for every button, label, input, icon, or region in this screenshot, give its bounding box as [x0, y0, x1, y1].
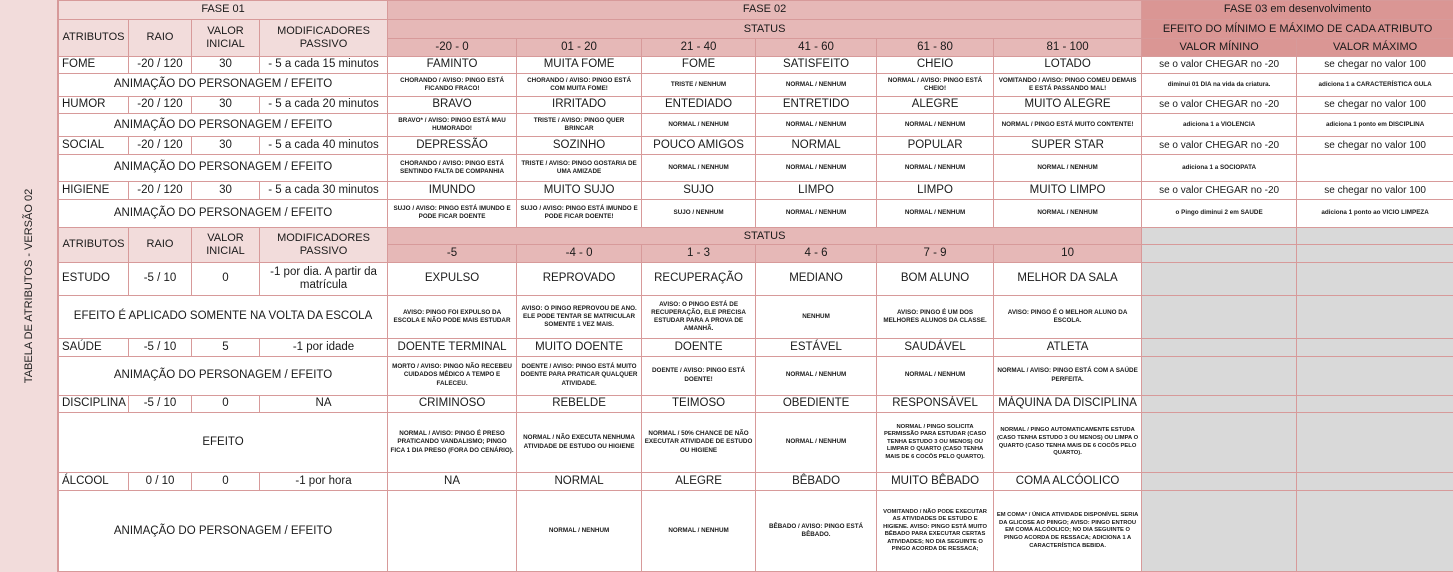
attr-inicial: 30 [192, 137, 260, 155]
effect-max-cell [1297, 154, 1453, 182]
effect-cell: NORMAL / NENHUM [517, 491, 642, 572]
attr-raio: -5 / 10 [129, 262, 192, 295]
attr-raio: -5 / 10 [129, 395, 192, 413]
row-social-effects [59, 154, 1453, 182]
effect-max-cell: adiciona 1 a CARACTERÍSTICA GULA [1297, 74, 1453, 97]
status-cell: POPULAR [877, 137, 994, 155]
effect-cell: NORMAL / NENHUM [642, 491, 756, 572]
range-cell: -4 - 0 [517, 245, 642, 263]
anim-label: ANIMAÇÃO DO PERSONAGEM / EFEITO [59, 114, 388, 137]
attr-raio: -20 / 120 [129, 182, 192, 200]
range-cell: -5 [388, 245, 517, 263]
attr-name: FOME [59, 56, 129, 74]
effect-label: EFEITO [59, 413, 388, 473]
status-cell: MUITA FOME [517, 56, 642, 74]
status-cell: OBEDIENTE [756, 395, 877, 413]
effect-cell: CHORANDO / AVISO: PINGO ESTÁ SENTINDO FALTA DE COMPANHIA [388, 154, 517, 182]
effect-cell: AVISO: PINGO FOI EXPULSO DA ESCOLA E NÃO PODE MAIS ESTUDAR [388, 295, 517, 338]
attr-raio: -20 / 120 [129, 96, 192, 114]
range-cell: 4 - 6 [756, 245, 877, 263]
effect-cell: NORMAL / NENHUM [756, 413, 877, 473]
status-header: STATUS [388, 227, 1142, 245]
effect-cell: NORMAL / NENHUM [877, 199, 994, 227]
effect-cell: SUJO / AVISO: PINGO ESTÁ IMUNDO E PODE FICAR DOENTE! [517, 199, 642, 227]
effect-cell: VOMITANDO / NÃO PODE EXECUTAR AS ATIVIDADES DE ESTUDO E HIGIENE. AVISO: PINGO ESTÁ MUITO BÊBADO PARA EXECUTAR CERTAS ATIVIDADES; NO DIA SEGUINTE O PINGO ACORDA DE RESSACA; [877, 491, 994, 572]
col-modificadores: MODIFICADORES PASSIVO [260, 227, 388, 262]
effect-cell: NORMAL / NENHUM [756, 199, 877, 227]
status-cell: FAMINTO [388, 56, 517, 74]
row-humor [59, 96, 1453, 114]
max-cell: se chegar no valor 100 [1297, 96, 1453, 114]
status-cell: IRRITADO [517, 96, 642, 114]
status-cell: DOENTE [642, 338, 756, 356]
max-cell: se chegar no valor 100 [1297, 137, 1453, 155]
anim-label: ANIMAÇÃO DO PERSONAGEM / EFEITO [59, 74, 388, 97]
attr-name: ESTUDO [59, 262, 129, 295]
effect-cell: CHORANDO / AVISO: PINGO ESTÁ COM MUITA FOME! [517, 74, 642, 97]
row-social [59, 137, 1453, 155]
effect-cell [388, 491, 517, 572]
effect-cell: DOENTE / AVISO: PINGO ESTÁ DOENTE! [642, 356, 756, 395]
attr-mod: - 5 a cada 40 minutos [260, 137, 388, 155]
row-humor-effects [59, 114, 1453, 137]
effect-cell: NORMAL / AVISO: PINGO É PRESO PRATICANDO VANDALISMO; PINGO FICA 1 DIA PRESO (FORA DO CENÁRIO). [388, 413, 517, 473]
gray-cell [1297, 356, 1453, 395]
gray-cell [1142, 395, 1297, 413]
effect-min-cell: adiciona 1 a SOCIOPATA [1142, 154, 1297, 182]
effect-cell: DOENTE / AVISO: PINGO ESTÁ MUITO DOENTE PARA PRATICAR QUALQUER ATIVIDADE. [517, 356, 642, 395]
anim-label: ANIMAÇÃO DO PERSONAGEM / EFEITO [59, 356, 388, 395]
col-atributos: ATRIBUTOS [59, 227, 129, 262]
status-cell: SATISFEITO [756, 56, 877, 74]
effect-cell: NORMAL / NENHUM [994, 154, 1142, 182]
anim-label: ANIMAÇÃO DO PERSONAGEM / EFEITO [59, 154, 388, 182]
gray-cell [1142, 245, 1297, 263]
side-title: TABELA DE ATRIBUTOS - VERSÃO 02 [22, 188, 35, 384]
range-cell: 10 [994, 245, 1142, 263]
status-cell: REPROVADO [517, 262, 642, 295]
gray-cell [1297, 395, 1453, 413]
effect-cell: NORMAL / NENHUM [877, 154, 994, 182]
gray-cell [1297, 262, 1453, 295]
gray-cell [1297, 338, 1453, 356]
fase03-subheader: EFEITO DO MÍNIMO E MÁXIMO DE CADA ATRIBUTO [1142, 19, 1453, 39]
effect-max-cell: adiciona 1 ponto em DISCIPLINA [1297, 114, 1453, 137]
status-cell: TEIMOSO [642, 395, 756, 413]
gray-cell [1297, 413, 1453, 473]
status-cell: MEDIANO [756, 262, 877, 295]
status-cell: MUITO BÊBADO [877, 472, 994, 491]
status-cell: POUCO AMIGOS [642, 137, 756, 155]
status-cell: NA [388, 472, 517, 491]
attr-name: SAÚDE [59, 338, 129, 356]
attr-raio: -20 / 120 [129, 137, 192, 155]
status-cell: COMA ALCÓOLICO [994, 472, 1142, 491]
min-cell: se o valor CHEGAR no -20 [1142, 96, 1297, 114]
effect-cell: CHORANDO / AVISO: PINGO ESTÁ FICANDO FRACO! [388, 74, 517, 97]
gray-cell [1142, 491, 1297, 572]
effect-cell: TRISTE / NENHUM [642, 74, 756, 97]
attr-mod: -1 por idade [260, 338, 388, 356]
gray-cell [1297, 245, 1453, 263]
status-cell: DEPRESSÃO [388, 137, 517, 155]
min-cell: se o valor CHEGAR no -20 [1142, 137, 1297, 155]
gray-cell [1142, 227, 1297, 245]
effect-max-cell: adiciona 1 ponto ao VICIO LIMPEZA [1297, 199, 1453, 227]
status-cell: CHEIO [877, 56, 994, 74]
attr-name: HUMOR [59, 96, 129, 114]
attr-inicial: 0 [192, 395, 260, 413]
range-cell: 61 - 80 [877, 39, 994, 57]
effect-cell: TRISTE / AVISO: PINGO GOSTARIA DE UMA AMIZADE [517, 154, 642, 182]
status-cell: NORMAL [756, 137, 877, 155]
anim-label: ANIMAÇÃO DO PERSONAGEM / EFEITO [59, 199, 388, 227]
status-cell: ESTÁVEL [756, 338, 877, 356]
gray-cell [1297, 295, 1453, 338]
status-cell: IMUNDO [388, 182, 517, 200]
effect-cell: NORMAL / AVISO: PINGO ESTÁ CHEIO! [877, 74, 994, 97]
effect-cell: NORMAL / NENHUM [642, 114, 756, 137]
effect-cell: EM COMA* / ÚNICA ATIVIDADE DISPONÍVEL SERIA DA GLICOSE AO PIINGO; AVISO: PINGO ENTROU EM COMA ALCÓOLICO; NO DIA SEGUINTE O PINGO ACORDA DE RESSACA; ADICIONA 1 A CARACTERÍSTICA BEBIDA. [994, 491, 1142, 572]
effect-cell: NORMAL / NENHUM [756, 356, 877, 395]
status-cell: ATLETA [994, 338, 1142, 356]
attr-inicial: 5 [192, 338, 260, 356]
status-cell: SUPER STAR [994, 137, 1142, 155]
status-cell: RESPONSÁVEL [877, 395, 994, 413]
attr-name: DISCIPLINA [59, 395, 129, 413]
effect-cell: NORMAL / 50% CHANCE DE NÃO EXECUTAR ATIVIDADE DE ESTUDO OU HIGIENE [642, 413, 756, 473]
effect-cell: NORMAL / NENHUM [642, 154, 756, 182]
attr-name: HIGIENE [59, 182, 129, 200]
col-valor-maximo: VALOR MÁXIMO [1297, 39, 1453, 57]
row-disciplina [59, 395, 1453, 413]
gray-cell [1142, 262, 1297, 295]
status-cell: BRAVO [388, 96, 517, 114]
range-cell: 01 - 20 [517, 39, 642, 57]
attribute-table [58, 0, 1453, 572]
col-modificadores: MODIFICADORES PASSIVO [260, 19, 388, 56]
row-alcool-effects [59, 491, 1453, 572]
effect-cell: NORMAL / NENHUM [994, 199, 1142, 227]
effect-cell: NORMAL / AVISO: PINGO ESTÁ COM A SAÚDE PERFEITA. [994, 356, 1142, 395]
effect-cell: NORMAL / NENHUM [756, 154, 877, 182]
attr-raio: 0 / 10 [129, 472, 192, 491]
attr-name: SOCIAL [59, 137, 129, 155]
attr-mod: -1 por dia. A partir da matrícula [260, 262, 388, 295]
attr-inicial: 0 [192, 262, 260, 295]
status-cell: REBELDE [517, 395, 642, 413]
range-cell: 41 - 60 [756, 39, 877, 57]
row-estudo [59, 262, 1453, 295]
status-cell: FOME [642, 56, 756, 74]
status-cell: MUITO ALEGRE [994, 96, 1142, 114]
effect-cell: NORMAL / NENHUM [756, 74, 877, 97]
gray-cell [1142, 295, 1297, 338]
status-header: STATUS [388, 19, 1142, 39]
effect-cell: AVISO: PINGO É O MELHOR ALUNO DA ESCOLA. [994, 295, 1142, 338]
attr-inicial: 30 [192, 56, 260, 74]
side-title-cell [0, 0, 58, 572]
effect-cell: BRAVO* / AVISO: PINGO ESTÁ MAU HUMORADO! [388, 114, 517, 137]
attr-raio: -20 / 120 [129, 56, 192, 74]
row-higiene [59, 182, 1453, 200]
range-cell: 81 - 100 [994, 39, 1142, 57]
effect-cell: NENHUM [756, 295, 877, 338]
gray-cell [1297, 491, 1453, 572]
status-cell: ENTEDIADO [642, 96, 756, 114]
status-cell: ALEGRE [642, 472, 756, 491]
row-alcool [59, 472, 1453, 491]
col-raio: RAIO [129, 227, 192, 262]
status-cell: MUITO SUJO [517, 182, 642, 200]
attr-mod: - 5 a cada 15 minutos [260, 56, 388, 74]
col-raio: RAIO [129, 19, 192, 56]
effect-min-cell: adiciona 1 a VIOLENCIA [1142, 114, 1297, 137]
row-saude [59, 338, 1453, 356]
gray-cell [1297, 227, 1453, 245]
attr-inicial: 30 [192, 96, 260, 114]
attr-mod: - 5 a cada 30 minutos [260, 182, 388, 200]
status-cell: RECUPERAÇÃO [642, 262, 756, 295]
effect-cell: SUJO / AVISO: PINGO ESTÁ IMUNDO E PODE FICAR DOENTE [388, 199, 517, 227]
range-cell: 7 - 9 [877, 245, 994, 263]
effect-cell: NORMAL / PINGO SOLICITA PERMISSÃO PARA ESTUDAR (CASO TENHA ESTUDO 3 OU MENOS) OU LIMPAR O QUARTO (CASO TENHA MAIS DE 6 COCÔS PELO QUARTO). [877, 413, 994, 473]
status-cell: SUJO [642, 182, 756, 200]
status-cell: NORMAL [517, 472, 642, 491]
effect-cell: AVISO: O PINGO REPROVOU DE ANO. ELE PODE TENTAR SE MATRICULAR SOMENTE 1 VEZ MAIS. [517, 295, 642, 338]
attr-mod: - 5 a cada 20 minutos [260, 96, 388, 114]
effect-label: EFEITO É APLICADO SOMENTE NA VOLTA DA ESCOLA [59, 295, 388, 338]
status-cell: BÊBADO [756, 472, 877, 491]
gray-cell [1142, 356, 1297, 395]
effect-cell: SUJO / NENHUM [642, 199, 756, 227]
effect-cell: VOMITANDO / AVISO: PINGO COMEU DEMAIS E ESTÁ PASSANDO MAL! [994, 74, 1142, 97]
effect-cell: AVISO: O PINGO ESTÁ DE RECUPERAÇÃO, ELE PRECISA ESTUDAR PARA A PROVA DE AMANHÃ. [642, 295, 756, 338]
anim-label: ANIMAÇÃO DO PERSONAGEM / EFEITO [59, 491, 388, 572]
status-cell: MUITO LIMPO [994, 182, 1142, 200]
row-estudo-effects [59, 295, 1453, 338]
status-cell: LIMPO [877, 182, 994, 200]
col-atributos: ATRIBUTOS [59, 19, 129, 56]
effect-cell: NORMAL / PINGO ESTÁ MUITO CONTENTE! [994, 114, 1142, 137]
row-fome-effects [59, 74, 1453, 97]
range-cell: -20 - 0 [388, 39, 517, 57]
gray-cell [1142, 472, 1297, 491]
col-valor-inicial: VALOR INICIAL [192, 227, 260, 262]
attr-inicial: 0 [192, 472, 260, 491]
max-cell: se chegar no valor 100 [1297, 182, 1453, 200]
min-cell: se o valor CHEGAR no -20 [1142, 56, 1297, 74]
gray-cell [1142, 338, 1297, 356]
range-cell: 1 - 3 [642, 245, 756, 263]
col-valor-inicial: VALOR INICIAL [192, 19, 260, 56]
row-saude-effects [59, 356, 1453, 395]
status-cell: LIMPO [756, 182, 877, 200]
status-cell: MELHOR DA SALA [994, 262, 1142, 295]
attr-inicial: 30 [192, 182, 260, 200]
effect-cell: BÊBADO / AVISO: PINGO ESTÁ BÊBADO. [756, 491, 877, 572]
status-cell: ENTRETIDO [756, 96, 877, 114]
effect-cell: NORMAL / NENHUM [756, 114, 877, 137]
gray-cell [1142, 413, 1297, 473]
col-valor-minimo: VALOR MÍNINO [1142, 39, 1297, 57]
effect-cell: TRISTE / AVISO: PINGO QUER BRINCAR [517, 114, 642, 137]
status-cell: LOTADO [994, 56, 1142, 74]
status-cell: ALEGRE [877, 96, 994, 114]
row-fome [59, 56, 1453, 74]
status-cell: SAUDÁVEL [877, 338, 994, 356]
status-cell: CRIMINOSO [388, 395, 517, 413]
effect-cell: NORMAL / NENHUM [877, 114, 994, 137]
effect-cell: NORMAL / NÃO EXECUTA NENHUMA ATIVIDADE DE ESTUDO OU HIGIENE [517, 413, 642, 473]
effect-cell: NORMAL / PINGO AUTOMATICAMENTE ESTUDA (CASO TENHA ESTUDO 3 OU MENOS) OU LIMPA O QUARTO (CASO TENHA MAIS DE 6 COCÔS PELO QUARTO). [994, 413, 1142, 473]
fase01-header: FASE 01 [59, 1, 388, 20]
status-cell: BOM ALUNO [877, 262, 994, 295]
status-cell: MÁQUINA DA DISCIPLINA [994, 395, 1142, 413]
attr-mod: NA [260, 395, 388, 413]
status-cell: SOZINHO [517, 137, 642, 155]
attr-raio: -5 / 10 [129, 338, 192, 356]
row-higiene-effects [59, 199, 1453, 227]
attr-mod: -1 por hora [260, 472, 388, 491]
fase02-header: FASE 02 [388, 1, 1142, 20]
effect-cell: AVISO: PINGO É UM DOS MELHORES ALUNOS DA CLASSE. [877, 295, 994, 338]
status-cell: MUITO DOENTE [517, 338, 642, 356]
fase03-header: FASE 03 em desenvolvimento [1142, 1, 1453, 20]
effect-min-cell: o Pingo diminui 2 em SAUDE [1142, 199, 1297, 227]
effect-cell: MORTO / AVISO: PINGO NÃO RECEBEU CUIDADOS MÉDICO A TEMPO E FALECEU. [388, 356, 517, 395]
gray-cell [1297, 472, 1453, 491]
status-cell: EXPULSO [388, 262, 517, 295]
attr-name: ÁLCOOL [59, 472, 129, 491]
min-cell: se o valor CHEGAR no -20 [1142, 182, 1297, 200]
range-cell: 21 - 40 [642, 39, 756, 57]
effect-cell: NORMAL / NENHUM [877, 356, 994, 395]
status-cell: DOENTE TERMINAL [388, 338, 517, 356]
max-cell: se chegar no valor 100 [1297, 56, 1453, 74]
row-disciplina-effects [59, 413, 1453, 473]
effect-min-cell: diminui 01 DIA na vida da criatura. [1142, 74, 1297, 97]
